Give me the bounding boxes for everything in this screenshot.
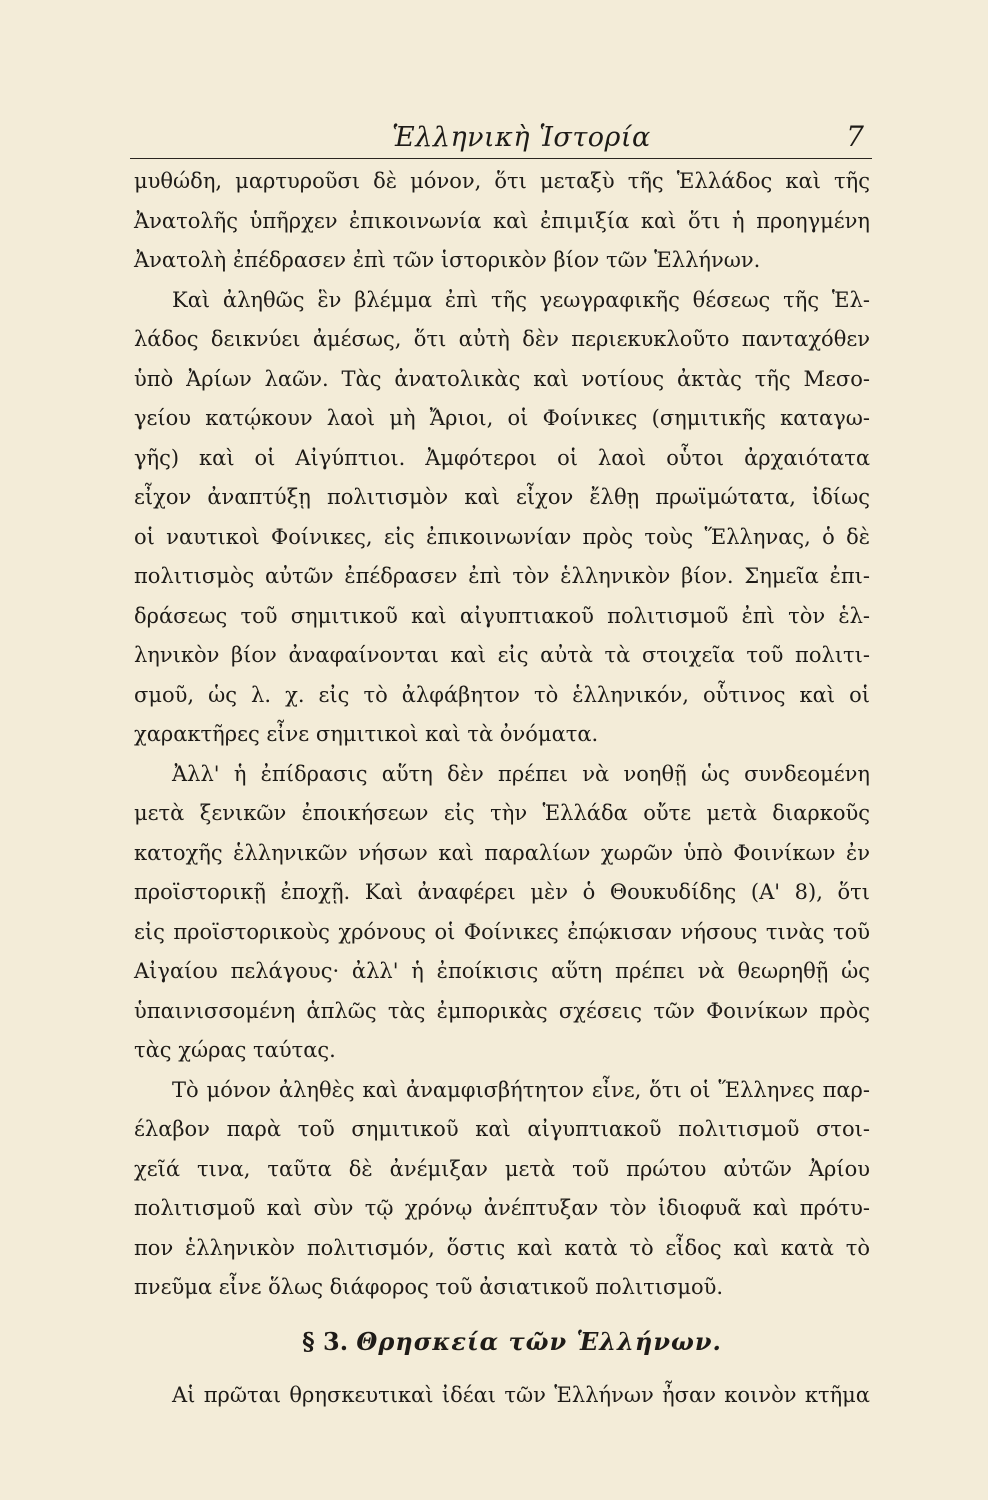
text-line: πολιτισμὸς αὐτῶν ἐπέδρασεν ἐπὶ τὸν ἑλληνικὸν βίον. Σημεῖα ἐπι- [134, 564, 870, 588]
text-line: ὑπαινισσομένη ἁπλῶς τὰς ἐμπορικὰς σχέσεις τῶν Φοινίκων πρὸς [134, 998, 870, 1023]
paragraph-1 [134, 162, 870, 281]
text-line: Αἱ πρῶται θρησκευτικαὶ ἰδέαι τῶν Ἑλλήνων ἦσαν κοινὸν κτῆμα [172, 1382, 870, 1407]
paragraph-2 [134, 281, 870, 755]
text-line: προϊστορικῇ ἐποχῇ. Καὶ ἀναφέρει μὲν ὁ Θουκυδίδης (Α' 8), ὅτι [134, 880, 870, 904]
running-title: Ἑλληνικὴ Ἱστορία [392, 122, 651, 153]
text-line: γῆς) καὶ οἱ Αἰγύπτιοι. Ἀμφότεροι οἱ λαοὶ οὗτοι ἀρχαιότατα [134, 445, 870, 470]
paragraph-5 [134, 1376, 870, 1416]
text-line: πνεῦμα εἶνε ὅλως διάφορος τοῦ ἀσιατικοῦ πολιτισμοῦ. [134, 1275, 724, 1299]
text-line: χεῖά τινα, ταῦτα δὲ ἀνέμιξαν μετὰ τοῦ πρώτου αὐτῶν Ἀρίου [134, 1156, 870, 1181]
text-line: μετὰ ξενικῶν ἐποικήσεων εἰς τὴν Ἑλλάδα οὔτε μετὰ διαρκοῦς [134, 801, 870, 825]
text-line: κατοχῆς ἑλληνικῶν νήσων καὶ παραλίων χωρῶν ὑπὸ Φοινίκων ἐν [134, 840, 870, 865]
header-rule [130, 158, 872, 159]
text-line: Ἀλλ' ἡ ἐπίδρασις αὕτη δὲν πρέπει νὰ νοηθῇ ὡς συνδεομένη [172, 761, 870, 786]
text-line: τὰς χώρας ταύτας. [134, 1038, 336, 1062]
text-line: εἰς προϊστορικοὺς χρόνους οἱ Φοίνικες ἐπῴκισαν νήσους τινὰς τοῦ [134, 919, 870, 944]
text-line: Ἀνατολὴ ἐπέδρασεν ἐπὶ τῶν ἱστορικὸν βίον τῶν Ἑλλήνων. [134, 248, 761, 272]
section-title: Θρησκεία τῶν Ἑλλήνων. [356, 1326, 722, 1356]
text-line: Ἀνατολῆς ὑπῆρχεν ἐπικοινωνία καὶ ἐπιμιξία καὶ ὅτι ἡ προηγμένη [134, 208, 870, 233]
text-line: εἶχον ἀναπτύξῃ πολιτισμὸν καὶ εἶχον ἔλθῃ πρωϊμώτατα, ἰδίως [134, 485, 870, 509]
body-text [134, 162, 870, 1415]
text-line: οἱ ναυτικοὶ Φοίνικες, εἰς ἐπικοινωνίαν πρὸς τοὺς Ἕλληνας, ὁ δὲ [134, 524, 870, 549]
section-heading [134, 1308, 870, 1376]
text-line: έλαβον παρὰ τοῦ σημιτικοῦ καὶ αἰγυπτιακοῦ πολιτισμοῦ στοι- [134, 1117, 870, 1141]
text-line: χαρακτῆρες εἶνε σημιτικοὶ καὶ τὰ ὀνόματα. [134, 722, 599, 746]
text-line: πον ἑλληνικὸν πολιτισμόν, ὅστις καὶ κατὰ τὸ εἶδος καὶ κατὰ τὸ [134, 1235, 870, 1260]
text-line: πολιτισμοῦ καὶ σὺν τῷ χρόνῳ ἀνέπτυξαν τὸν ἰδιοφυᾶ καὶ πρότυ- [134, 1196, 870, 1220]
text-line: Καὶ ἀληθῶς ἓν βλέμμα ἐπὶ τῆς γεωγραφικῆς θέσεως τῆς Ἑλ- [172, 287, 870, 312]
text-line: Αἰγαίου πελάγους· ἀλλ' ἡ ἐποίκισις αὕτη πρέπει νὰ θεωρηθῇ ὡς [134, 959, 870, 983]
page-number: 7 [846, 120, 864, 153]
paragraph-3 [134, 755, 870, 1071]
text-line: Τὸ μόνον ἀληθὲς καὶ ἀναμφισβήτητον εἶνε, ὅτι οἱ Ἕλληνες παρ- [172, 1077, 870, 1102]
running-header [130, 118, 872, 158]
text-line: μυθώδη, μαρτυροῦσι δὲ μόνον, ὅτι μεταξὺ τῆς Ἑλλάδος καὶ τῆς [134, 169, 870, 193]
text-line: λάδος δεικνύει ἀμέσως, ὅτι αὐτὴ δὲν περιεκυκλοῦτο πανταχόθεν [134, 327, 870, 351]
text-line: ὑπὸ Ἀρίων λαῶν. Τὰς ἀνατολικὰς καὶ νοτίους ἀκτὰς τῆς Μεσο- [134, 366, 870, 391]
text-line: ληνικὸν βίον ἀναφαίνονται καὶ εἰς αὐτὰ τὰ στοιχεῖα τοῦ πολιτι- [134, 643, 870, 667]
text-line: γείου κατῴκουν λαοὶ μὴ Ἄριοι, οἱ Φοίνικες (σημιτικῆς καταγω- [134, 406, 870, 430]
paragraph-4 [134, 1071, 870, 1308]
text-line: σμοῦ, ὡς λ. χ. εἰς τὸ ἀλφάβητον τὸ ἑλληνικόν, οὗτινος καὶ οἱ [134, 682, 870, 707]
text-line: δράσεως τοῦ σημιτικοῦ καὶ αἰγυπτιακοῦ πολιτισμοῦ ἐπὶ τὸν ἑλ- [134, 603, 870, 628]
section-number: § 3. [302, 1326, 349, 1356]
